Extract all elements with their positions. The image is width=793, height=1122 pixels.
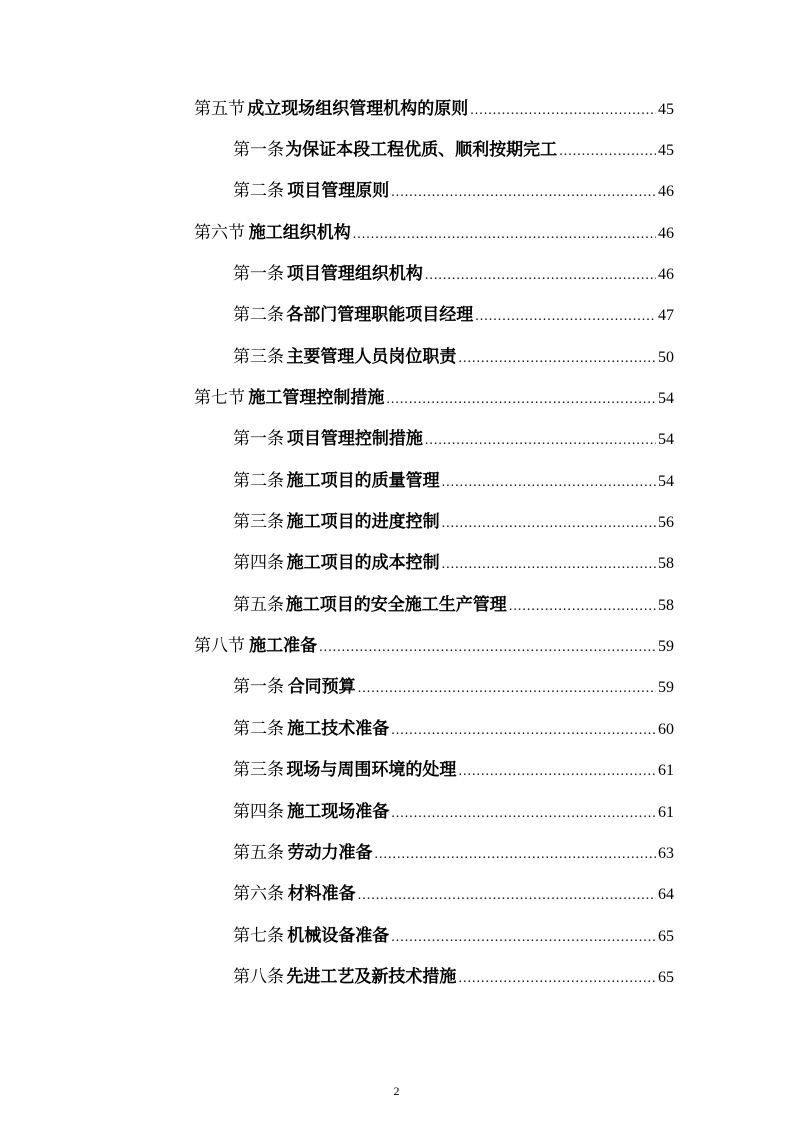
toc-dot-leader [358,881,656,911]
toc-dot-leader [442,509,656,539]
toc-dot-leader [353,220,656,250]
toc-entry-page: 60 [658,721,674,738]
toc-dot-leader [425,261,656,291]
toc-dot-leader [391,799,656,829]
toc-dot-leader [442,468,656,498]
toc-entry[interactable] [194,631,674,661]
toc-dot-leader [458,344,656,374]
toc-entry[interactable] [233,259,674,289]
toc-entry-page: 46 [658,183,674,200]
toc-entry-label: 第六节 [194,223,245,243]
toc-entry-page: 45 [658,142,674,159]
toc-entry-page: 59 [658,679,674,696]
toc-dot-leader [509,592,656,622]
toc-entry-label: 第一条 [233,264,284,284]
toc-entry-page: 46 [658,266,674,283]
toc-entry[interactable] [233,507,674,537]
toc-entry-title: 施工组织机构 [248,223,351,243]
toc-entry-page: 56 [658,514,674,531]
toc-entry-label: 第二条 [233,471,284,491]
toc-entry[interactable] [233,797,674,827]
toc-entry-title: 施工现场准备 [287,802,390,822]
toc-dot-leader [425,426,656,456]
toc-entry-label: 第六条 [233,884,284,904]
toc-entry-label: 第一条 [233,140,284,160]
toc-entry-page: 54 [658,473,674,490]
toc-entry-title: 现场与周围环境的处理 [286,760,457,780]
toc-entry-page: 64 [658,886,674,903]
toc-entry-label: 第七条 [233,926,284,946]
toc-entry[interactable] [233,590,674,620]
toc-entry[interactable] [194,218,674,248]
toc-entry-title: 施工管理控制措施 [248,388,385,408]
toc-entry-page: 58 [658,555,674,572]
toc-entry[interactable] [233,548,674,578]
toc-entry-title: 为保证本段工程优质、顺利按期完工 [285,140,558,160]
toc-dot-leader [391,716,656,746]
toc-entry-title: 施工项目的成本控制 [286,553,440,573]
toc-entry[interactable] [233,838,674,868]
toc-entry[interactable] [233,921,674,951]
toc-entry-page: 46 [658,225,674,242]
toc-entry-label: 第八节 [194,636,245,656]
toc-dot-leader [374,840,656,870]
toc-entry[interactable] [233,300,674,330]
toc-entry-label: 第五条 [233,843,284,863]
toc-entry-title: 劳动力准备 [287,843,373,863]
toc-entry[interactable] [194,383,674,413]
toc-entry-title: 各部门管理职能项目经理 [286,305,474,325]
toc-entry[interactable] [233,342,674,372]
toc-entry[interactable] [233,466,674,496]
toc-entry-label: 第三条 [233,347,284,367]
toc-dot-leader [391,178,656,208]
toc-entry[interactable] [233,755,674,785]
page-number: 2 [393,1084,400,1098]
toc-entry-label: 第七节 [194,388,245,408]
toc-entry-title: 施工项目的质量管理 [286,471,440,491]
toc-entry-page: 54 [658,431,674,448]
toc-entry-page: 45 [658,101,674,118]
toc-entry-label: 第二条 [233,305,284,325]
toc-entry-page: 61 [658,762,674,779]
toc-dot-leader [358,674,656,704]
toc-entry-page: 61 [658,804,674,821]
toc-entry-title: 施工技术准备 [287,719,390,739]
toc-entry-title: 机械设备准备 [287,926,390,946]
toc-entry-title: 主要管理人员岗位职责 [286,347,457,367]
toc-entry[interactable] [233,424,674,454]
toc-entry-page: 63 [658,845,674,862]
toc-dot-leader [559,137,656,167]
toc-dot-leader [319,633,656,663]
toc-dot-leader [391,923,656,953]
toc-entry-page: 65 [658,928,674,945]
toc-entry-title: 施工项目的进度控制 [286,512,440,532]
toc-entry[interactable] [233,714,674,744]
toc-entry-label: 第三条 [233,760,284,780]
toc-entry-page: 47 [658,307,674,324]
toc-entry[interactable] [194,94,674,124]
toc-dot-leader [442,550,656,580]
toc-entry-title: 项目管理组织机构 [286,264,423,284]
toc-entry-page: 54 [658,390,674,407]
toc-dot-leader [458,964,656,994]
toc-entry[interactable] [233,879,674,909]
toc-dot-leader [475,302,656,332]
toc-entry-page: 58 [658,597,674,614]
toc-entry-title: 项目管理原则 [287,181,390,201]
toc-entry[interactable] [233,672,674,702]
toc-entry-label: 第八条 [233,967,284,987]
toc-entry-label: 第一条 [233,429,284,449]
toc-entry-label: 第四条 [233,553,284,573]
toc-entry-title: 先进工艺及新技术措施 [286,967,457,987]
toc-entry-page: 59 [658,638,674,655]
toc-entry-label: 第三条 [233,512,284,532]
toc-entry-title: 材料准备 [287,884,356,904]
toc-dot-leader [386,385,656,415]
toc-entry-title: 施工项目的安全施工生产管理 [285,595,507,615]
toc-entry-label: 第五条 [233,595,284,615]
toc-entry-title: 项目管理控制措施 [286,429,423,449]
toc-entry-label: 第四条 [233,802,284,822]
toc-dot-leader [458,757,656,787]
toc-entry-title: 施工准备 [249,636,318,656]
toc-entry-label: 第二条 [233,181,284,201]
toc-dot-leader [470,96,656,126]
toc-entry[interactable] [233,962,674,992]
toc-entry-label: 第二条 [233,719,284,739]
toc-entry-title: 成立现场组织管理机构的原则 [247,99,469,119]
toc-entry-title: 合同预算 [287,677,356,697]
toc-entry[interactable] [233,176,674,206]
toc-entry-label: 第五节 [194,99,245,119]
toc-entry-page: 65 [658,969,674,986]
toc-entry[interactable] [233,135,674,165]
toc-entry-label: 第一条 [233,677,284,697]
toc-entry-page: 50 [658,349,674,366]
